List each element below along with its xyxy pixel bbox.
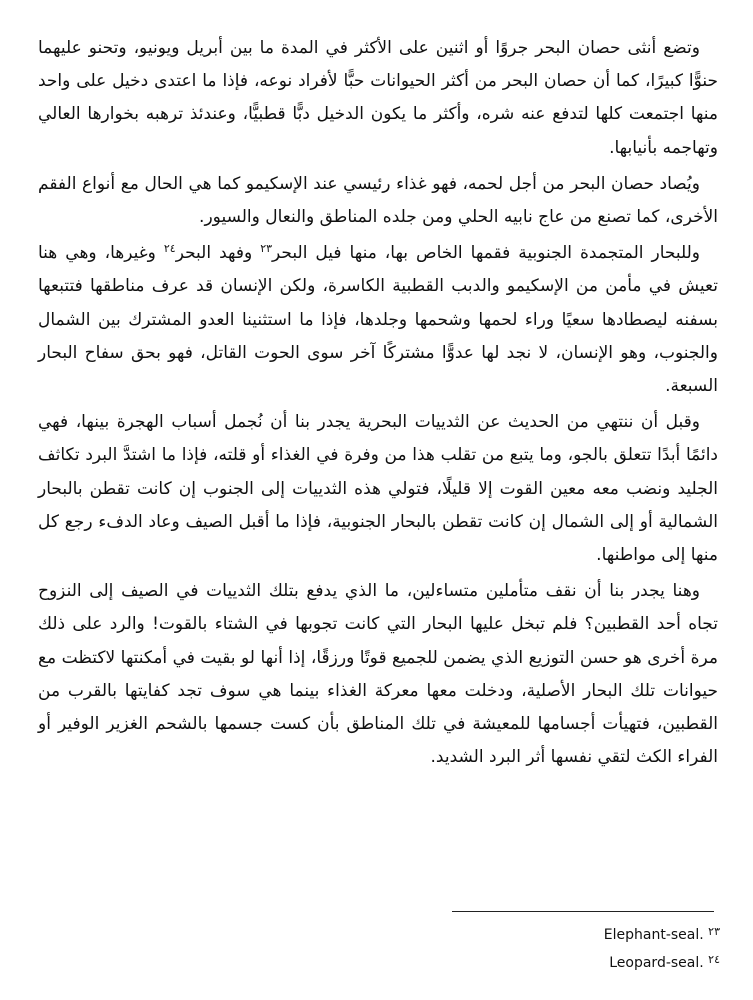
footnote-number: ٢٤ xyxy=(708,953,720,966)
footnotes-section xyxy=(420,921,720,977)
paragraph-migration-causes: وقبل أن ننتهي من الحديث عن الثدييات البحرية يجدر بنا أن نُجمل أسباب الهجرة بينها، فهي دائمًا أبدًا تتعلق بالجو، وما يتبع من تقلب هذا من وفرة في الغذاء أو قلته، فإذا ما اشتدَّ البرد تكاثف الجليد ونضب معه معين القوت إلا قليلًا، فتولي هذه الثدييات إلى الجنوب إن كانت تقطن بالبحار الشمالية أو إلى الشمال إن كانت تقطن بالبحار الجنوبية، فإذا ما أقبل الصيف وعاد الدفء رجع كل منها إلى مواطنها. xyxy=(38,412,718,566)
footnote-reference-23[interactable]: ٢٣ xyxy=(260,242,273,256)
footnote-23 xyxy=(420,921,720,949)
footnote-24 xyxy=(420,949,720,977)
page-body xyxy=(38,32,718,774)
footnote-reference-24[interactable]: ٢٤ xyxy=(163,242,176,256)
footnote-number: ٢٣ xyxy=(708,925,720,938)
footnote-divider xyxy=(452,911,714,912)
paragraph-text-segment: وغيرها، وهي هنا تعيش في مأمن من الإسكيمو والدبب القطبية الكاسرة، ولكن الإنسان قد عرف مناطقها فتتبعها بسفنه ليصطادها سعيًا وراء لحمها وشحمها وجلدها، فإذا ما استثنينا العدو المشترك بين الشمال والجنوب، وهو الإنسان، لا نجد لها عدوًّا مشتركًا آخر سوى الحوت القاتل، فهو بحق سفاح البحار السبعة. xyxy=(38,243,718,397)
paragraph-text-segment: وفهد البحر xyxy=(175,243,261,264)
footnote-text: Elephant-seal. xyxy=(603,927,704,943)
paragraph-walrus-hunting: ويُصاد حصان البحر من أجل لحمه، فهو غذاء رئيسي عند الإسكيمو كما هي الحال مع أنواع الفقم الأخرى، كما تصنع من عاج نابيه الحلي ومن جلده المناطق والنعال والسيور. xyxy=(38,173,718,228)
paragraph-text-segment: وللبحار المتجمدة الجنوبية فقمها الخاص بها، منها فيل البحر xyxy=(272,243,700,264)
footnote-text: Leopard-seal. xyxy=(609,955,704,971)
paragraph-migration-reflection: وهنا يجدر بنا أن نقف متأملين متساءلين، ما الذي يدفع بتلك الثدييات في الصيف إلى النزوح تجاه أحد القطبين؟ فلم تبخل عليها البحار التي كانت تجوبها في الشتاء بالقوت! والرد على ذلك مرة أخرى هو حسن التوزيع الذي يضمن للجميع قوتًا ورزقًا، إذا أنها لو بقيت في أمكنتها لاكتظت مع حيوانات تلك البحار الأصلية، ودخلت معها معركة الغذاء بينما هي سوف تجد كفايتها بالقرب من القطبين، فتهيأت أجسامها للمعيشة في تلك المناطق بأن كست جسمها بالشحم الغزير الوفير أو الفراء الكث لتقي نفسها أثر البرد الشديد. xyxy=(38,581,718,768)
paragraph-southern-seals xyxy=(38,237,718,403)
paragraph-walrus-breeding: وتضع أنثى حصان البحر جروًا أو اثنين على الأكثر في المدة ما بين أبريل ويونيو، وتحنو عليهما حنوًّا كبيرًا، كما أن حصان البحر من أكثر الحيوانات حبًّا لأفراد نوعه، فإذا ما اعتدى دخيل على واحد منها اجتمعت كلها لتدفع عنه شره، وأكثر ما يكون الدخيل دبًّا قطبيًّا، وعندئذ ترهبه بخوارها العالي وتهاجمه بأنيابها. xyxy=(38,38,718,158)
